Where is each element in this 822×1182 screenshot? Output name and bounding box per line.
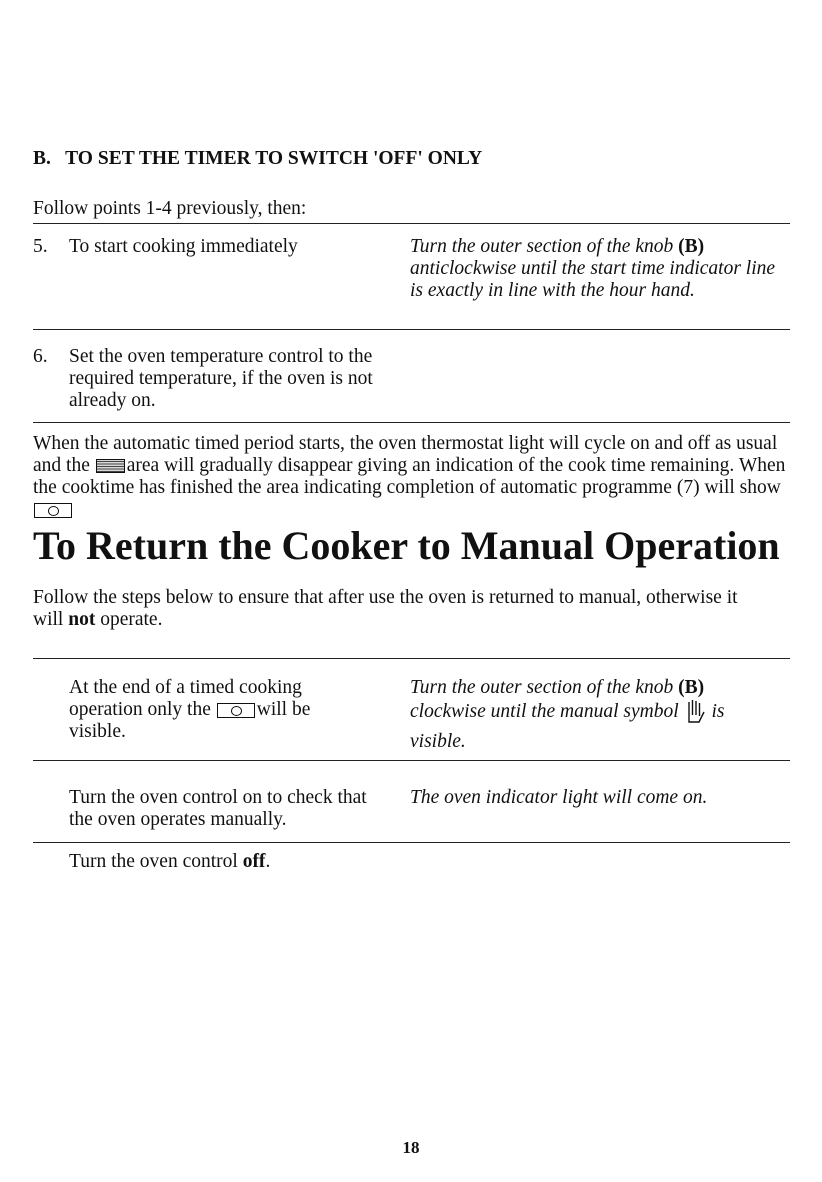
section-b-intro: Follow points 1-4 previously, then: (33, 198, 307, 219)
timer-paragraph: When the automatic timed period starts, the oven thermostat light will cycle on and off as usual and the area will gradually disappear giving an indication of the cook time remaining. When the cooktime has finished the area indicating completion of automatic programme (7) will show (33, 433, 798, 521)
manual-hand-symbol-icon (685, 699, 707, 731)
divider (33, 422, 790, 423)
step-5-action: To start cooking immediately (69, 236, 298, 257)
section-b-heading: B. TO SET THE TIMER TO SWITCH 'OFF' ONLY (33, 148, 483, 169)
manual-step-1-action: At the end of a timed cooking operation only the will be visible. (69, 677, 311, 742)
step-6-action: Set the oven temperature control to the required temperature, if the oven is not already on. (69, 346, 373, 411)
step-6-number: 6. (33, 346, 48, 367)
step-5-number: 5. (33, 236, 48, 257)
divider (33, 223, 790, 224)
manual-step-2-result: The oven indicator light will come on. (410, 787, 708, 808)
manual-step-3-action: Turn the oven control off. (69, 851, 271, 872)
divider (33, 329, 790, 330)
step-5-instruction: Turn the outer section of the knob (B) anticlockwise until the start time indicator line is exactly in line with the hour hand. (410, 236, 776, 301)
manual-step-1-instruction: Turn the outer section of the knob (B) clockwise until the manual symbol is visible. (410, 677, 725, 752)
divider (33, 658, 790, 659)
manual-intro: Follow the steps below to ensure that after use the oven is returned to manual, otherwise it will not operate. (33, 587, 738, 630)
manual-operation-heading: To Return the Cooker to Manual Operation (33, 523, 780, 568)
manual-step-2-action: Turn the oven control on to check that the oven operates manually. (69, 787, 367, 830)
oven-symbol-box-icon (217, 703, 255, 718)
divider (33, 760, 790, 761)
page-number: 18 (402, 1138, 420, 1157)
hatched-timer-area-icon (96, 459, 125, 473)
divider (33, 842, 790, 843)
oven-symbol-box-icon (34, 503, 72, 518)
